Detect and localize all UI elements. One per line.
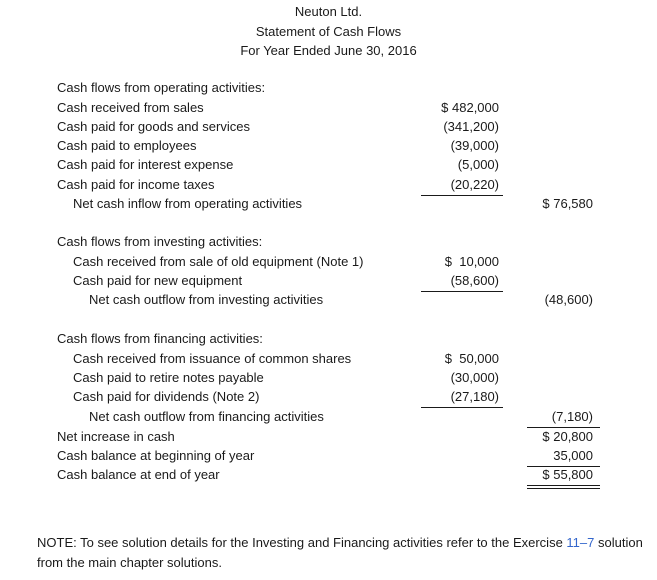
ending-balance-amount: $ 55,800 xyxy=(542,467,593,482)
financing-row-amount: $ 50,000 xyxy=(444,351,499,366)
financing-row-amount: (27,180) xyxy=(450,389,499,404)
investing-row-label: Cash received from sale of old equipment (Note 1) xyxy=(73,254,364,269)
footnote-text: NOTE: To see solution details for the Investing and Financing activities refer to the Exercise xyxy=(37,535,567,550)
operating-heading: Cash flows from operating activities: xyxy=(57,80,266,95)
operating-row-amount: (5,000) xyxy=(457,157,499,172)
footnote-text-end: solution from the main chapter solutions. xyxy=(37,535,643,570)
total-rule xyxy=(527,427,600,428)
financing-row-label: Cash paid to retire notes payable xyxy=(73,370,264,385)
net-increase-label: Net increase in cash xyxy=(57,429,175,444)
final-double-rule xyxy=(527,485,600,489)
financing-net-amount: (7,180) xyxy=(551,409,593,424)
statement-period: For Year Ended June 30, 2016 xyxy=(240,43,417,58)
net-increase-amount: $ 20,800 xyxy=(542,429,593,444)
financing-net-label: Net cash outflow from financing activities xyxy=(89,409,324,424)
investing-heading: Cash flows from investing activities: xyxy=(57,234,263,249)
statement-title: Statement of Cash Flows xyxy=(255,24,402,39)
subtotal-rule xyxy=(421,291,503,292)
operating-row-amount: (20,220) xyxy=(450,177,499,192)
operating-net-label: Net cash inflow from operating activities xyxy=(73,196,303,211)
financing-row-amount: (30,000) xyxy=(450,370,499,385)
operating-row-amount: (39,000) xyxy=(450,138,499,153)
beginning-balance-amount: 35,000 xyxy=(553,448,593,463)
investing-row-amount: (58,600) xyxy=(450,273,499,288)
operating-row-label: Cash paid for interest expense xyxy=(57,157,234,172)
company-name: Neuton Ltd. xyxy=(294,4,363,19)
ending-balance-label: Cash balance at end of year xyxy=(57,467,220,482)
operating-row-amount: (341,200) xyxy=(443,119,499,134)
operating-row-label: Cash paid for goods and services xyxy=(57,119,250,134)
financing-heading: Cash flows from financing activities: xyxy=(57,331,263,346)
operating-row-label: Cash paid for income taxes xyxy=(57,177,215,192)
subtotal-rule xyxy=(421,407,503,408)
investing-row-amount: $ 10,000 xyxy=(444,254,499,269)
operating-row-amount: $ 482,000 xyxy=(441,100,499,115)
investing-net-amount: (48,600) xyxy=(544,292,593,307)
exercise-link[interactable]: 11–7 xyxy=(566,535,595,550)
operating-row-label: Cash paid to employees xyxy=(57,138,197,153)
operating-net-amount: $ 76,580 xyxy=(542,196,593,211)
operating-row-label: Cash received from sales xyxy=(57,100,204,115)
footnote xyxy=(37,533,652,573)
investing-net-label: Net cash outflow from investing activities xyxy=(89,292,324,307)
investing-row-label: Cash paid for new equipment xyxy=(73,273,243,288)
subtotal-rule xyxy=(421,195,503,196)
financing-row-label: Cash received from issuance of common shares xyxy=(73,351,352,366)
beginning-balance-label: Cash balance at beginning of year xyxy=(57,448,255,463)
financing-row-label: Cash paid for dividends (Note 2) xyxy=(73,389,260,404)
